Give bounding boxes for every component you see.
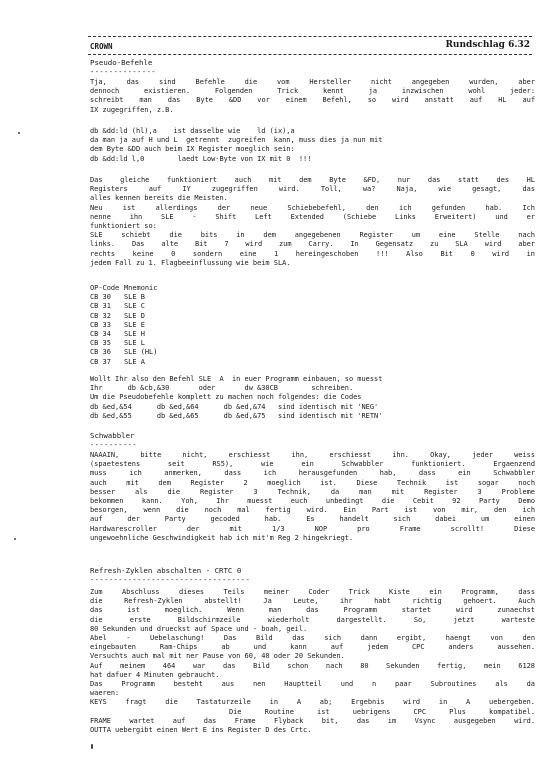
text-line: Um die Pseudobefehle komplett zu machen noch folgendes: die Codes [90, 393, 362, 402]
text-line: Tja, das sind Befehle die vom Hersteller nicht angegeben wurden, aber [90, 78, 535, 86]
table-cell-opcode: CB 33 [90, 320, 111, 329]
table-row [90, 330, 157, 339]
text-line: FRAME wartet auf das Frame Flyback bit, das im Vsync ausgegeben wird. [90, 716, 535, 725]
table-cell-mnemonic: SLE H [124, 329, 145, 338]
text-line: Neu ist allerdings der neue Schiebebefehl, den ich gefunden hab. Ich [90, 203, 535, 212]
text-line: 80 Sekunden und drueckst auf Space und - boah, geil. [90, 624, 308, 633]
header-page-label: Rundschlag 6.32 [445, 40, 530, 50]
table-header-opcode: OP-Code [90, 284, 120, 292]
table-row [90, 312, 157, 321]
table-cell-opcode: CB 32 [90, 311, 111, 320]
text-line: Registers auf IY zugegriffen wird. Toll, wa? Naja, wie gesagt, das [90, 185, 535, 194]
text-line: funktioniert so: [90, 222, 157, 231]
text-line: db &dd:ld l,0 laedt Low-Byte von IX mit 0 !!! [90, 154, 312, 163]
text-line: Ihr db &cb,&30 oder dw &30CB schreiben. [90, 384, 354, 393]
text-line: Zum Abschluss dieses Teils meiner Coder Trick Kiste ein Programm, dass [90, 588, 535, 596]
table-row [90, 302, 157, 311]
table-cell-opcode: CB 37 [90, 357, 111, 366]
text-line: SLE schiebt die bits in dem angegebenen Register um eine Stelle nach [90, 231, 535, 240]
table-row [90, 348, 157, 357]
text-line: die erste Bildschirmzeile wiederholt dargestellt. So, jetzt warteste [90, 615, 535, 624]
table-cell-opcode: CB 34 [90, 329, 111, 338]
header-top-rule [88, 36, 532, 37]
text-line: das ist moeglich. Wenn man das Programm startet wird zunaechst [90, 606, 535, 615]
table-header-mnemonic: Mnemonic [124, 284, 158, 292]
paragraph-pseudo-body [90, 176, 535, 268]
section-title-pseudo-befehle: Pseudo-Befehle [90, 58, 153, 67]
scan-speck [18, 132, 20, 134]
table-cell-mnemonic: SLE C [124, 302, 145, 311]
paragraph-pseudo-outro [90, 375, 535, 421]
table-row [90, 339, 157, 348]
text-line: eingebauten Ram-Chips ab und kann auf jedem CPC anders aussehen. [90, 643, 535, 652]
table-cell-mnemonic: SLE D [124, 311, 145, 320]
paragraph-pseudo-intro [90, 78, 535, 115]
text-line: Versuchts auch mal mit ner Pause von 60, 40 oder 20 Sekunden. [90, 652, 345, 661]
text-line: Das Programm besteht aus nen Hauptteil und n paar Subroutines als da [90, 680, 535, 689]
text-line: schreibt man das Byte &DD vor einem Befehl, so wird anstatt auf HL auf [90, 96, 535, 105]
text-line: IX zugegriffen, z.B. [90, 105, 174, 114]
text-line: Auf meinem 464 war das Bild schon nach 80 Sekunden fertig, mein 6128 [90, 661, 535, 670]
text-line: NAAAIN, bitte nicht, erschiesst ihn, erschiesst ihn. Okay, jeder weiss [90, 451, 535, 459]
text-line: db &ed,&55 db &ed,&65 db &ed,&75 sind identisch mit 'RETN' [90, 411, 383, 420]
opcode-table [90, 284, 157, 367]
table-cell-opcode: CB 36 [90, 348, 111, 357]
section-underline-schwabbler: ---------- [90, 441, 138, 449]
text-line: nenne ihn SLE - Shift Left Extended (Schiebe Links Erweitert) und er [90, 212, 535, 221]
table-row [90, 293, 157, 302]
scan-speck [14, 538, 16, 540]
table-cell-opcode: CB 35 [90, 339, 111, 348]
text-line: muss ich anmerken, dass ich herausgefunden hab, dass ein Schwabbler [90, 469, 535, 478]
text-line: rechts keine 0 sondern eine 1 hereingeschoben !!! Also Bit 0 wird in [90, 249, 535, 258]
text-line: links. Das alte Bit 7 wird zum Carry. In Gegensatz zu SLA wird aber [90, 240, 535, 249]
header-title: CROWN [90, 42, 113, 51]
table-cell-opcode: CB 31 [90, 302, 111, 311]
header-bottom-rule [88, 54, 532, 55]
text-line: ungewoehnliche Geschwindigkeit hab ich mit'm Reg 2 hingekriegt. [90, 533, 354, 542]
table-cell-mnemonic: SLE E [124, 320, 145, 329]
text-line: jedem Fall zu 1. Flagbeeinflussung wie beim SLA. [90, 258, 291, 267]
paragraph-pseudo-example [90, 127, 535, 164]
paragraph-refresh [90, 588, 535, 735]
text-line: (spaetestens seit RS5), wie ein Schwabbler funktioniert. Ergaenzend [90, 460, 535, 469]
text-line: besorgen, wenn die noch mal fertig wird. Ein Part ist von mir, den ich [90, 506, 535, 515]
text-line: auf der Party gecoded hab. Es handelt sich dabei um einen [90, 515, 535, 524]
text-line: Hardwarescroller der mit 1/3 NOP pro Frame scrollt! Diese [90, 524, 535, 533]
section-title-schwabbler: Schwabbler [90, 431, 135, 440]
table-header-row [90, 284, 157, 293]
table-cell-opcode: CB 30 [90, 293, 111, 302]
text-line: besser als die Register 3 Technik, da man mit Register 3 Probleme [90, 487, 535, 496]
text-line: hat dafuer 4 Minuten gebraucht. [90, 670, 220, 679]
text-line: Wollt Ihr also den Befehl SLE A in euer Programm einbauen, so muesst [90, 375, 383, 383]
table-cell-mnemonic: SLE B [124, 293, 145, 302]
text-line: Das gleiche funktioniert auch mit dem Byte &FD, nur das statt des HL [90, 176, 535, 184]
text-line: dem Byte &DD auch beim IX Register moeglich sein: [90, 145, 295, 154]
section-underline-refresh: ---------------------------------- [90, 576, 251, 584]
text-line: alles kennen bereits die Meisten. [90, 194, 228, 203]
text-line: da man ja auf H und L getrennt zugreifen kann, muss dies ja nun mit [90, 136, 383, 145]
scan-speck [91, 744, 93, 749]
table-cell-mnemonic: SLE L [124, 339, 145, 348]
text-line: auch mit dem Register 2 moeglich ist. Diese Technik ist sogar noch [90, 478, 535, 487]
text-line: Die Routine ist uebrigens CPC Plus kompatibel. [90, 707, 535, 716]
section-title-refresh-zyklen: Refresh-Zyklen abschalten - CRTC 0 [90, 566, 242, 575]
table-row [90, 321, 157, 330]
text-line: waeren: [90, 689, 120, 698]
text-line: die Refresh-Zyklen abstellt! Ja Leute, ihr habt richtig gehoert. Auch [90, 597, 535, 606]
table-cell-mnemonic: SLE A [124, 357, 145, 366]
text-line: Abel - Uebelaschung! Das Bild das sich dann ergibt, haengt von den [90, 634, 535, 643]
text-line: db &ed,&54 db &ed,&64 db &ed,&74 sind identisch mit 'NEG' [90, 402, 379, 411]
text-line: db &dd:ld (hl),a ist dasselbe wie ld (ix),a [90, 127, 295, 135]
paragraph-schwabbler [90, 451, 535, 543]
table-cell-mnemonic: SLE (HL) [124, 348, 158, 357]
table-row [90, 358, 157, 367]
text-line: dennoch existieren. Folgenden Trick kennt ja inzwischen wohl jeder: [90, 87, 535, 96]
text-line: OUTTA uebergibt einen Wert E ins Register D des Crtc. [90, 726, 312, 735]
section-underline-pseudo: -------------- [90, 68, 157, 76]
text-line: bekommen kann. Yoh, Ihr muesst euch unbedingt die Cebit 92 Party Demo [90, 497, 535, 506]
text-line: KEYS fragt die Tastaturzeile in A ab; Ergebnis wird in A uebergeben. [90, 698, 535, 707]
